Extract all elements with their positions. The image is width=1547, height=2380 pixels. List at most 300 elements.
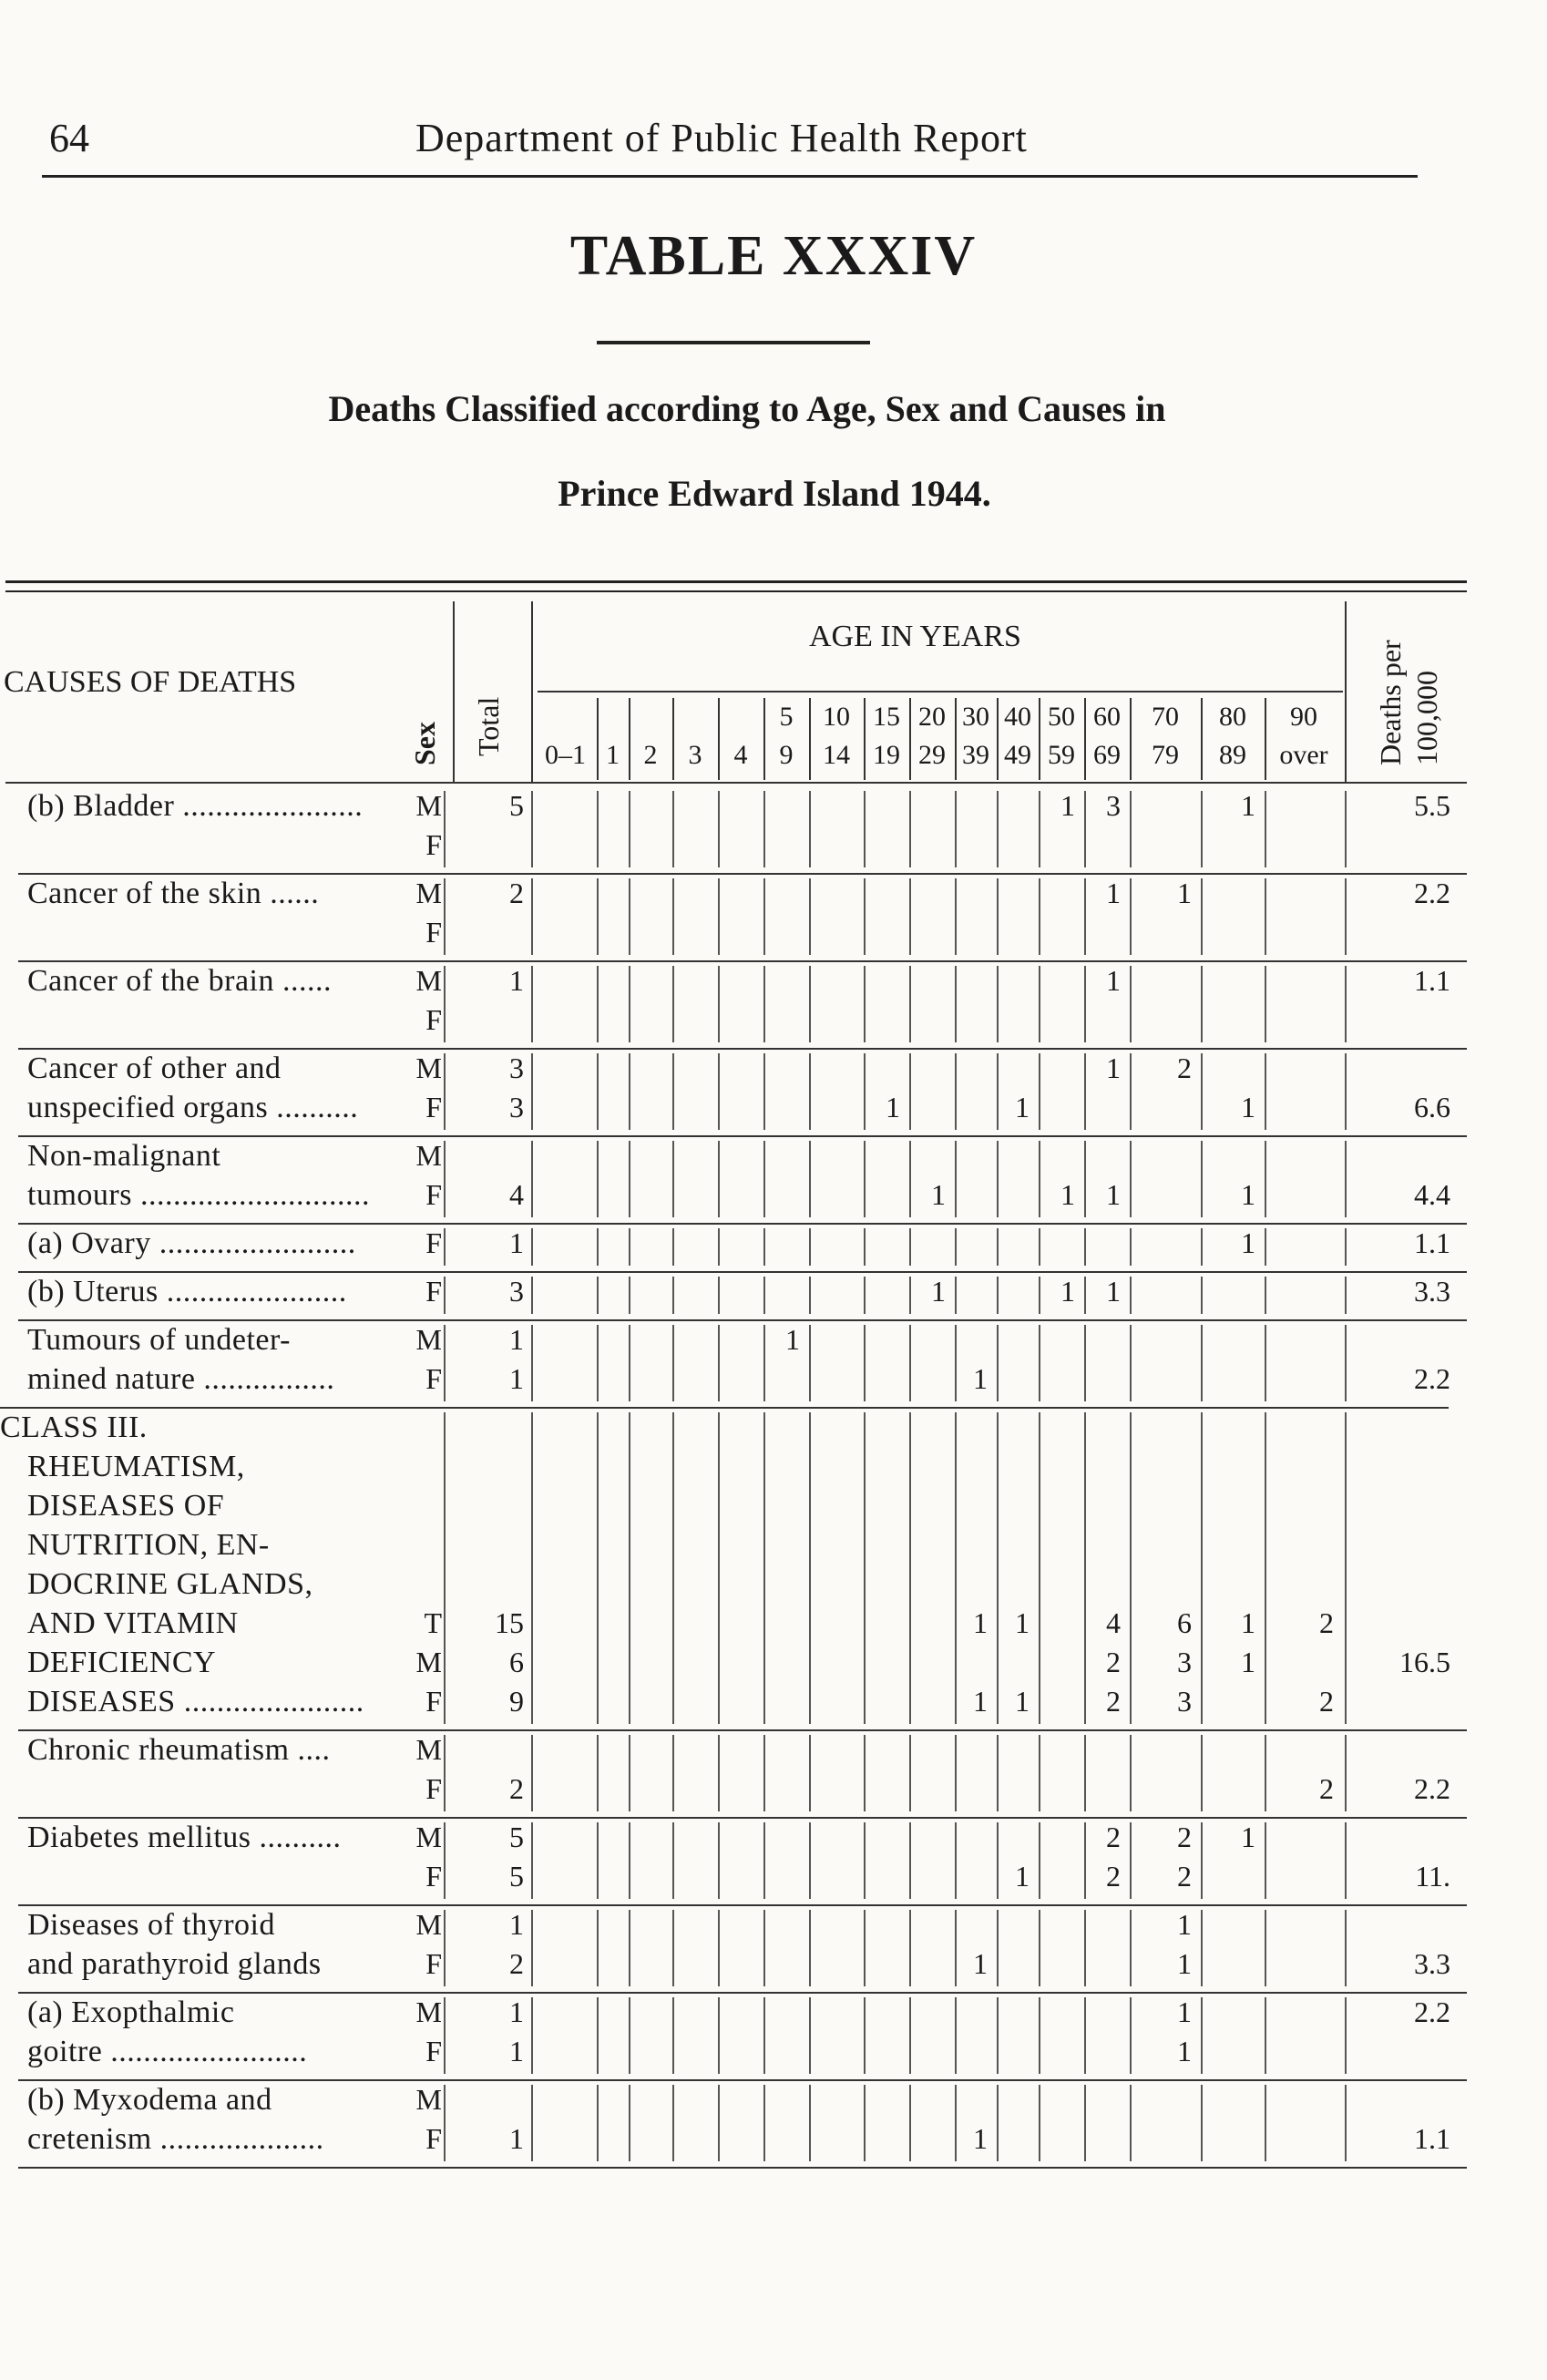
age-cell: 1 — [1241, 789, 1255, 822]
cell-divider — [1084, 878, 1086, 955]
rate-cell: 1.1 — [1414, 2122, 1450, 2155]
age-cell: 6 — [1177, 1606, 1192, 1639]
row-rule — [18, 1319, 1467, 1321]
cell-divider — [864, 1141, 866, 1217]
rate-cell: 2.2 — [1414, 1772, 1450, 1805]
cell-divider — [909, 791, 911, 867]
cell-divider — [444, 1412, 446, 1724]
sex-cell: M — [415, 1995, 442, 2028]
cell-divider — [809, 1412, 811, 1724]
age-column-divider — [1265, 698, 1266, 780]
cell-divider — [672, 1277, 674, 1314]
cell-divider — [1130, 1228, 1132, 1266]
cell-divider — [531, 1735, 533, 1811]
age-cell: 4 — [1106, 1606, 1121, 1639]
cell-divider — [1039, 1053, 1040, 1130]
age-band-top: 10 — [823, 702, 850, 732]
cause-label: (b) Bladder ...................... — [27, 789, 364, 823]
cell-divider — [1084, 791, 1086, 867]
cell-divider — [597, 1228, 599, 1266]
cell-divider — [718, 1141, 720, 1217]
age-cell: 2 — [1177, 1821, 1192, 1853]
total-cell: 1 — [509, 2035, 524, 2067]
row-rule — [18, 1992, 1467, 1994]
row-rule — [18, 1135, 1467, 1137]
total-cell: 2 — [509, 1947, 524, 1980]
cell-divider — [629, 1412, 630, 1724]
cell-divider — [909, 2085, 911, 2161]
rate-cell: 16.5 — [1399, 1646, 1450, 1678]
cell-divider — [1130, 1325, 1132, 1401]
cell-divider — [531, 1053, 533, 1130]
age-cell: 1 — [973, 1606, 988, 1639]
age-start-divider — [531, 601, 533, 784]
sex-cell: F — [425, 1685, 442, 1718]
age-band-bottom: 14 — [823, 740, 850, 770]
age-column-divider — [763, 698, 765, 780]
total-cell: 3 — [509, 1091, 524, 1123]
total-cell: 3 — [509, 1275, 524, 1308]
cell-divider — [1130, 1141, 1132, 1217]
cell-divider — [1201, 791, 1203, 867]
age-column-divider — [1201, 698, 1203, 780]
cause-label: cretenism .................... — [27, 2122, 324, 2156]
cell-divider — [1130, 1053, 1132, 1130]
cause-label: DISEASES OF — [27, 1489, 225, 1523]
age-header-rule — [538, 691, 1343, 692]
cell-divider — [864, 1997, 866, 2074]
age-column-divider — [864, 698, 866, 780]
running-title: Department of Public Health Report — [415, 116, 1028, 160]
cell-divider — [629, 1277, 630, 1314]
cause-label: and parathyroid glands — [27, 1947, 322, 1981]
cell-divider — [629, 2085, 630, 2161]
cell-divider — [1345, 1822, 1347, 1899]
cell-divider — [809, 1822, 811, 1899]
cell-divider — [909, 1277, 911, 1314]
cell-divider — [1084, 1277, 1086, 1314]
sex-cell: F — [425, 2035, 442, 2067]
cell-divider — [1130, 1822, 1132, 1899]
age-cell: 1 — [1106, 1178, 1121, 1211]
cell-divider — [1265, 1325, 1266, 1401]
cell-divider — [672, 791, 674, 867]
cell-divider — [955, 1412, 957, 1724]
age-column-divider — [1130, 698, 1132, 780]
age-band-bottom: 49 — [1004, 740, 1031, 770]
cell-divider — [629, 1735, 630, 1811]
cell-divider — [531, 1412, 533, 1724]
age-band-top: 15 — [873, 702, 900, 732]
cell-divider — [809, 966, 811, 1042]
cell-divider — [597, 1997, 599, 2074]
cell-divider — [909, 1910, 911, 1986]
cell-divider — [629, 1910, 630, 1986]
rate-cell: 1.1 — [1414, 964, 1450, 997]
cell-divider — [909, 1141, 911, 1217]
cell-divider — [629, 1997, 630, 2074]
cell-divider — [1039, 966, 1040, 1042]
cell-divider — [444, 878, 446, 955]
age-band-bottom: 29 — [918, 740, 946, 770]
cell-divider — [597, 1277, 599, 1314]
cell-divider — [763, 791, 765, 867]
cell-divider — [763, 1997, 765, 2074]
age-cell: 1 — [931, 1275, 946, 1308]
title-rule — [597, 341, 870, 344]
age-column-divider — [955, 698, 957, 780]
age-band-bottom: 19 — [873, 740, 900, 770]
cell-divider — [597, 1735, 599, 1811]
total-cell: 3 — [509, 1052, 524, 1084]
cell-divider — [864, 878, 866, 955]
sex-cell: F — [425, 1003, 442, 1036]
cell-divider — [809, 791, 811, 867]
sex-cell: F — [425, 1275, 442, 1308]
cell-divider — [1345, 791, 1347, 867]
cause-label: mined nature ................ — [27, 1362, 335, 1396]
cell-divider — [1265, 791, 1266, 867]
cell-divider — [763, 2085, 765, 2161]
sex-cell: M — [415, 1052, 442, 1084]
row-rule — [18, 960, 1467, 962]
cell-divider — [531, 1910, 533, 1986]
age-cell: 1 — [1177, 2035, 1192, 2067]
total-cell: 5 — [509, 1821, 524, 1853]
cell-divider — [1265, 1822, 1266, 1899]
age-cell: 1 — [1177, 1947, 1192, 1980]
table-top-rule — [5, 580, 1467, 583]
cell-divider — [672, 878, 674, 955]
rate-cell: 2.2 — [1414, 877, 1450, 909]
age-band-top: 4 — [733, 740, 748, 770]
row-rule — [18, 2167, 1467, 2169]
cell-divider — [1345, 1910, 1347, 1986]
cell-divider — [629, 966, 630, 1042]
age-cell: 2 — [1319, 1685, 1334, 1718]
age-band-top: 70 — [1152, 702, 1179, 732]
cell-divider — [997, 1735, 999, 1811]
sex-cell: M — [415, 1733, 442, 1766]
header-bottom-rule — [5, 782, 1467, 784]
sex-cell: F — [425, 1178, 442, 1211]
cell-divider — [597, 1910, 599, 1986]
age-cell: 1 — [1177, 877, 1192, 909]
cell-divider — [531, 1277, 533, 1314]
cell-divider — [718, 791, 720, 867]
age-cell: 1 — [1106, 1275, 1121, 1308]
total-cell: 4 — [509, 1178, 524, 1211]
age-cell: 1 — [1060, 1178, 1075, 1211]
cell-divider — [531, 2085, 533, 2161]
cell-divider — [955, 1910, 957, 1986]
cause-label: tumours ............................ — [27, 1178, 370, 1212]
age-band-top: 60 — [1093, 702, 1121, 732]
cell-divider — [864, 1735, 866, 1811]
cell-divider — [597, 1325, 599, 1401]
cell-divider — [531, 966, 533, 1042]
age-cell: 1 — [1015, 1685, 1030, 1718]
cell-divider — [1345, 878, 1347, 955]
cell-divider — [672, 1997, 674, 2074]
age-band-top: 0–1 — [545, 740, 586, 770]
total-cell: 2 — [509, 1772, 524, 1805]
cell-divider — [809, 2085, 811, 2161]
cause-label: DOCRINE GLANDS, — [27, 1567, 313, 1601]
cause-label: RHEUMATISM, — [27, 1450, 245, 1483]
age-cell: 1 — [1241, 1606, 1255, 1639]
age-column-divider — [597, 698, 599, 780]
cell-divider — [864, 791, 866, 867]
cell-divider — [1084, 1735, 1086, 1811]
cause-label: (a) Exopthalmic — [27, 1995, 235, 2029]
cell-divider — [1201, 2085, 1203, 2161]
cell-divider — [597, 1822, 599, 1899]
age-cell: 1 — [886, 1091, 900, 1123]
cell-divider — [597, 791, 599, 867]
cause-label: goitre ........................ — [27, 2035, 308, 2068]
cell-divider — [1039, 1141, 1040, 1217]
cell-divider — [444, 1141, 446, 1217]
total-cell: 1 — [509, 1908, 524, 1941]
cell-divider — [1130, 791, 1132, 867]
rate-cell: 6.6 — [1414, 1091, 1450, 1123]
cell-divider — [909, 1325, 911, 1401]
cell-divider — [955, 791, 957, 867]
table-title: TABLE XXXIV — [569, 225, 978, 287]
age-column-divider — [909, 698, 911, 780]
cell-divider — [672, 1735, 674, 1811]
rate-cell: 3.3 — [1414, 1947, 1450, 1980]
cell-divider — [1130, 966, 1132, 1042]
age-band-top: 40 — [1004, 702, 1031, 732]
cell-divider — [1345, 1412, 1347, 1724]
cell-divider — [1039, 1325, 1040, 1401]
age-cell: 2 — [1319, 1606, 1334, 1639]
rate-cell: 2.2 — [1414, 1362, 1450, 1395]
cell-divider — [763, 1141, 765, 1217]
cell-divider — [809, 1228, 811, 1266]
cell-divider — [1039, 878, 1040, 955]
row-rule — [18, 1223, 1467, 1225]
running-header — [42, 111, 1418, 178]
age-cell: 2 — [1177, 1052, 1192, 1084]
age-cell: 1 — [1015, 1606, 1030, 1639]
cell-divider — [444, 1325, 446, 1401]
age-cell: 1 — [1015, 1091, 1030, 1123]
cell-divider — [997, 1053, 999, 1130]
cell-divider — [672, 1412, 674, 1724]
cell-divider — [1084, 1910, 1086, 1986]
cell-divider — [1265, 966, 1266, 1042]
cell-divider — [909, 878, 911, 955]
age-cell: 1 — [1106, 964, 1121, 997]
cell-divider — [444, 1997, 446, 2074]
cell-divider — [629, 1053, 630, 1130]
sex-cell: F — [425, 1772, 442, 1805]
cell-divider — [909, 1997, 911, 2074]
cell-divider — [763, 1822, 765, 1899]
cell-divider — [629, 1325, 630, 1401]
cell-divider — [1130, 1735, 1132, 1811]
cell-divider — [1201, 1997, 1203, 2074]
cell-divider — [1345, 1228, 1347, 1266]
cell-divider — [1084, 1053, 1086, 1130]
cell-divider — [597, 2085, 599, 2161]
cause-label: Diseases of thyroid — [27, 1908, 276, 1942]
cell-divider — [909, 966, 911, 1042]
age-cell: 1 — [973, 1947, 988, 1980]
cell-divider — [444, 1053, 446, 1130]
cell-divider — [1201, 1822, 1203, 1899]
cell-divider — [997, 791, 999, 867]
age-band-top: 80 — [1219, 702, 1246, 732]
cell-divider — [597, 1141, 599, 1217]
cell-divider — [1130, 878, 1132, 955]
cell-divider — [1265, 1228, 1266, 1266]
cell-divider — [864, 1412, 866, 1724]
cell-divider — [629, 1822, 630, 1899]
cell-divider — [1084, 1141, 1086, 1217]
cell-divider — [1084, 1325, 1086, 1401]
cell-divider — [997, 1910, 999, 1986]
total-cell: 1 — [509, 1995, 524, 2028]
row-rule — [18, 1271, 1467, 1273]
age-band-bottom: over — [1279, 740, 1328, 770]
cell-divider — [809, 1141, 811, 1217]
cell-divider — [718, 2085, 720, 2161]
cell-divider — [718, 1325, 720, 1401]
cell-divider — [597, 1412, 599, 1724]
row-rule — [18, 873, 1467, 875]
cell-divider — [1265, 1997, 1266, 2074]
cell-divider — [1265, 1412, 1266, 1724]
cell-divider — [1130, 1412, 1132, 1724]
cell-divider — [864, 1910, 866, 1986]
total-cell: 1 — [509, 1226, 524, 1259]
cell-divider — [864, 966, 866, 1042]
table-top-rule-secondary — [5, 590, 1467, 592]
cell-divider — [1039, 1277, 1040, 1314]
cell-divider — [1265, 1141, 1266, 1217]
cell-divider — [1345, 1997, 1347, 2074]
age-band-bottom: 39 — [962, 740, 989, 770]
cell-divider — [444, 2085, 446, 2161]
cell-divider — [1201, 878, 1203, 955]
age-column-divider — [809, 698, 811, 780]
cell-divider — [809, 878, 811, 955]
sex-cell: M — [415, 1821, 442, 1853]
cell-divider — [997, 1228, 999, 1266]
row-rule — [18, 1904, 1467, 1906]
cell-divider — [531, 1141, 533, 1217]
cell-divider — [909, 1822, 911, 1899]
sex-cell: F — [425, 828, 442, 861]
cell-divider — [997, 1997, 999, 2074]
age-column-divider — [629, 698, 630, 780]
cell-divider — [997, 1141, 999, 1217]
cell-divider — [1201, 1141, 1203, 1217]
sex-cell: M — [415, 1646, 442, 1678]
cell-divider — [763, 1228, 765, 1266]
cause-label: (b) Uterus ...................... — [27, 1275, 347, 1308]
sex-cell: F — [425, 1860, 442, 1893]
age-column-divider — [718, 698, 720, 780]
cell-divider — [1039, 1910, 1040, 1986]
rate-divider — [1345, 601, 1347, 784]
age-cell: 1 — [1241, 1091, 1255, 1123]
cause-label: AND VITAMIN — [27, 1606, 239, 1640]
cell-divider — [1039, 791, 1040, 867]
cell-divider — [629, 1228, 630, 1266]
age-cell: 1 — [973, 1685, 988, 1718]
sex-cell: M — [415, 1139, 442, 1172]
cell-divider — [672, 1053, 674, 1130]
cell-divider — [763, 1325, 765, 1401]
age-cell: 3 — [1177, 1646, 1192, 1678]
age-band-top: 1 — [606, 740, 620, 770]
cell-divider — [672, 966, 674, 1042]
cell-divider — [1084, 1822, 1086, 1899]
age-band-bottom: 9 — [779, 740, 794, 770]
cell-divider — [997, 966, 999, 1042]
cell-divider — [955, 1141, 957, 1217]
table-subtitle-line1: Deaths Classified according to Age, Sex and Causes in — [328, 388, 1166, 429]
cell-divider — [1265, 878, 1266, 955]
total-divider — [453, 601, 455, 784]
cell-divider — [1201, 1228, 1203, 1266]
age-cell: 2 — [1106, 1860, 1121, 1893]
cell-divider — [1201, 1735, 1203, 1811]
page-number: 64 — [49, 116, 89, 160]
cell-divider — [597, 1053, 599, 1130]
cell-divider — [718, 1277, 720, 1314]
cause-label: Cancer of the brain ...... — [27, 964, 332, 998]
age-band-bottom: 59 — [1048, 740, 1075, 770]
cause-label: (a) Ovary ........................ — [27, 1226, 356, 1260]
cell-divider — [672, 2085, 674, 2161]
cell-divider — [763, 1910, 765, 1986]
age-cell: 1 — [1060, 789, 1075, 822]
cell-divider — [909, 1053, 911, 1130]
cell-divider — [1201, 1412, 1203, 1724]
total-column-header: Total — [472, 696, 505, 756]
total-cell: 15 — [495, 1606, 524, 1639]
cell-divider — [718, 1822, 720, 1899]
row-rule — [18, 1817, 1467, 1819]
cell-divider — [629, 1141, 630, 1217]
row-rule — [18, 1048, 1467, 1050]
sex-cell: M — [415, 2083, 442, 2116]
cell-divider — [531, 1822, 533, 1899]
cell-divider — [672, 1228, 674, 1266]
cell-divider — [1265, 1053, 1266, 1130]
age-cell: 1 — [1177, 1908, 1192, 1941]
cell-divider — [444, 1735, 446, 1811]
cell-divider — [444, 1822, 446, 1899]
cause-label: Cancer of the skin ...... — [27, 877, 320, 910]
rate-cell: 5.5 — [1414, 789, 1450, 822]
age-cell: 1 — [1241, 1821, 1255, 1853]
cell-divider — [864, 1277, 866, 1314]
age-cell: 2 — [1106, 1685, 1121, 1718]
cell-divider — [444, 966, 446, 1042]
age-cell: 2 — [1106, 1821, 1121, 1853]
age-cell: 1 — [1060, 1275, 1075, 1308]
row-rule — [18, 1729, 1467, 1731]
age-cell: 1 — [785, 1323, 800, 1356]
cell-divider — [997, 878, 999, 955]
